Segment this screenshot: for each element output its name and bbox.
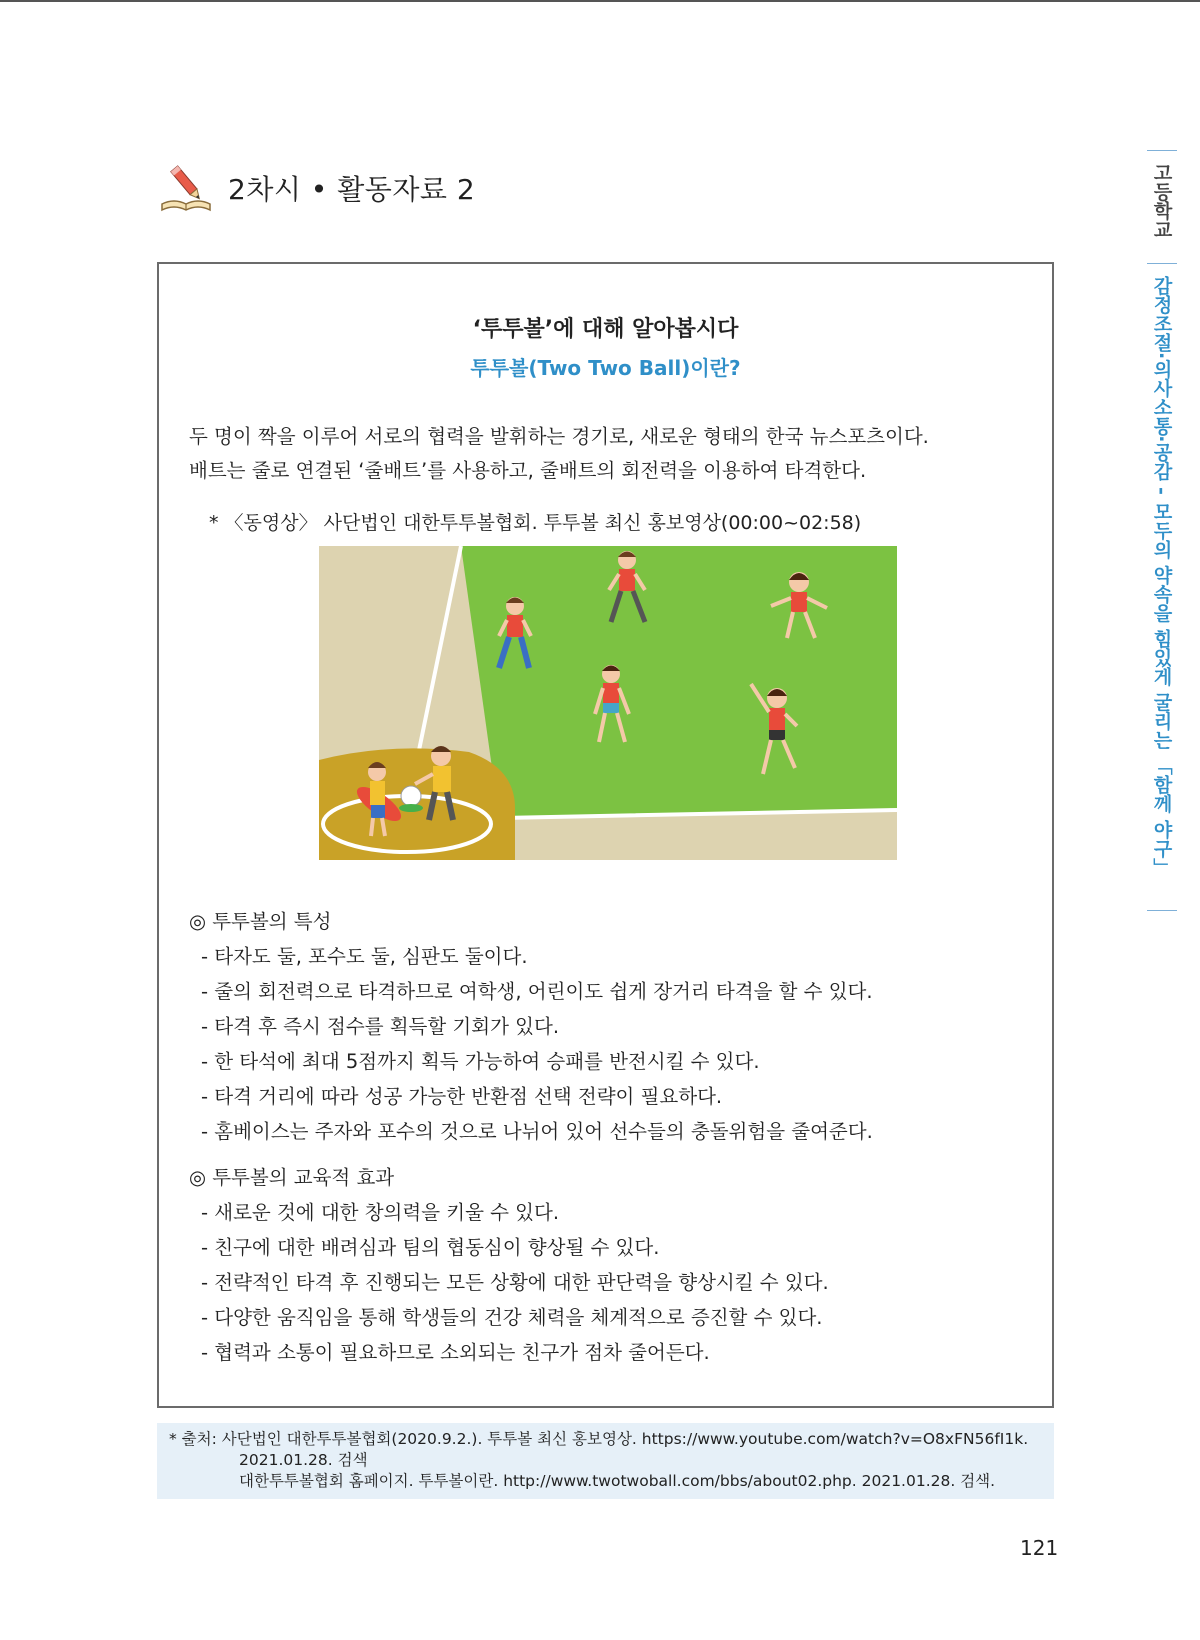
intro-line: 배트는 줄로 연결된 ‘줄배트’를 사용하고, 줄배트의 회전력을 이용하여 타격한다.: [189, 459, 867, 482]
list-item: - 새로운 것에 대한 창의력을 키울 수 있다.: [201, 1201, 560, 1224]
source-note: [157, 1423, 1054, 1499]
pencil-book-icon: [158, 160, 214, 216]
list-item: - 타격 후 즉시 점수를 획득할 기회가 있다.: [201, 1015, 560, 1038]
education-effects-list: [189, 1195, 1029, 1370]
intro-text: [189, 420, 1029, 488]
page-number: 121: [1020, 1536, 1059, 1560]
source-line: * 출처: 사단법인 대한투투볼협회(2020.9.2.). 투투볼 최신 홍보영상. https://www.youtube.com/watch?v=O8xFN56fI1k.: [169, 1430, 1029, 1448]
video-note: * 〈동영상〉 사단법인 대한투투볼협회. 투투볼 최신 홍보영상(00:00~02:58): [209, 512, 862, 534]
list-item: - 전략적인 타격 후 진행되는 모든 상황에 대한 판단력을 향상시킬 수 있다.: [201, 1271, 829, 1294]
twotwoball-field-illustration: [319, 546, 897, 860]
list-item: - 한 타석에 최대 5점까지 획득 가능하여 승패를 반전시킬 수 있다.: [201, 1050, 760, 1073]
divider: [1147, 910, 1177, 911]
source-line: 2021.01.28. 검색: [239, 1451, 368, 1469]
list-item: - 줄의 회전력으로 타격하므로 여학생, 어린이도 쉽게 장거리 타격을 할 수 있다.: [201, 980, 873, 1003]
box-subtitle: 투투볼(Two Two Ball)이란?: [470, 356, 741, 380]
top-rule: [0, 0, 1200, 2]
education-effects-section: [189, 1160, 1029, 1370]
features-list: [189, 939, 1029, 1149]
list-item: - 홈베이스는 주자와 포수의 것으로 나뉘어 있어 선수들의 충돌위험을 줄여준다.: [201, 1120, 873, 1143]
features-section: [189, 904, 1029, 1149]
education-effects-heading: ◎ 투투볼의 교육적 효과: [189, 1166, 395, 1189]
page-title: 2차시 • 활동자료 2: [228, 173, 476, 206]
section-header: [158, 158, 475, 218]
list-item: - 다양한 움직임을 통해 학생들의 건강 체력을 체계적으로 증진할 수 있다.: [201, 1306, 823, 1329]
side-tab: [1142, 150, 1182, 911]
divider: [1147, 150, 1177, 151]
list-item: - 타격 거리에 따라 성공 가능한 반환점 선택 전략이 필요하다.: [201, 1085, 723, 1108]
features-heading: ◎ 투투볼의 특성: [189, 910, 332, 933]
source-line: 대한투투볼협회 홈페이지. 투투볼이란. http://www.twotwoball.com/bbs/about02.php. 2021.01.28. 검색.: [239, 1472, 996, 1490]
list-item: - 친구에 대한 배려심과 팀의 협동심이 향상될 수 있다.: [201, 1236, 660, 1259]
list-item: - 협력과 소통이 필요하므로 소외되는 친구가 점차 줄어든다.: [201, 1341, 710, 1364]
box-title: ‘투투볼’에 대해 알아봅시다: [472, 317, 739, 342]
activity-box: [157, 262, 1054, 1408]
list-item: - 타자도 둘, 포수도 둘, 심판도 둘이다.: [201, 945, 528, 968]
side-tab-school: 고등학교: [1150, 163, 1173, 239]
divider: [1147, 263, 1177, 264]
intro-line: 두 명이 짝을 이루어 서로의 협력을 발휘하는 경기로, 새로운 형태의 한국 뉴스포츠이다.: [189, 425, 929, 448]
side-tab-topic: 감정조절·의사소통·공감 - 모두의 약속을 힘있게 굴리는 「함께 야구」: [1150, 276, 1173, 877]
